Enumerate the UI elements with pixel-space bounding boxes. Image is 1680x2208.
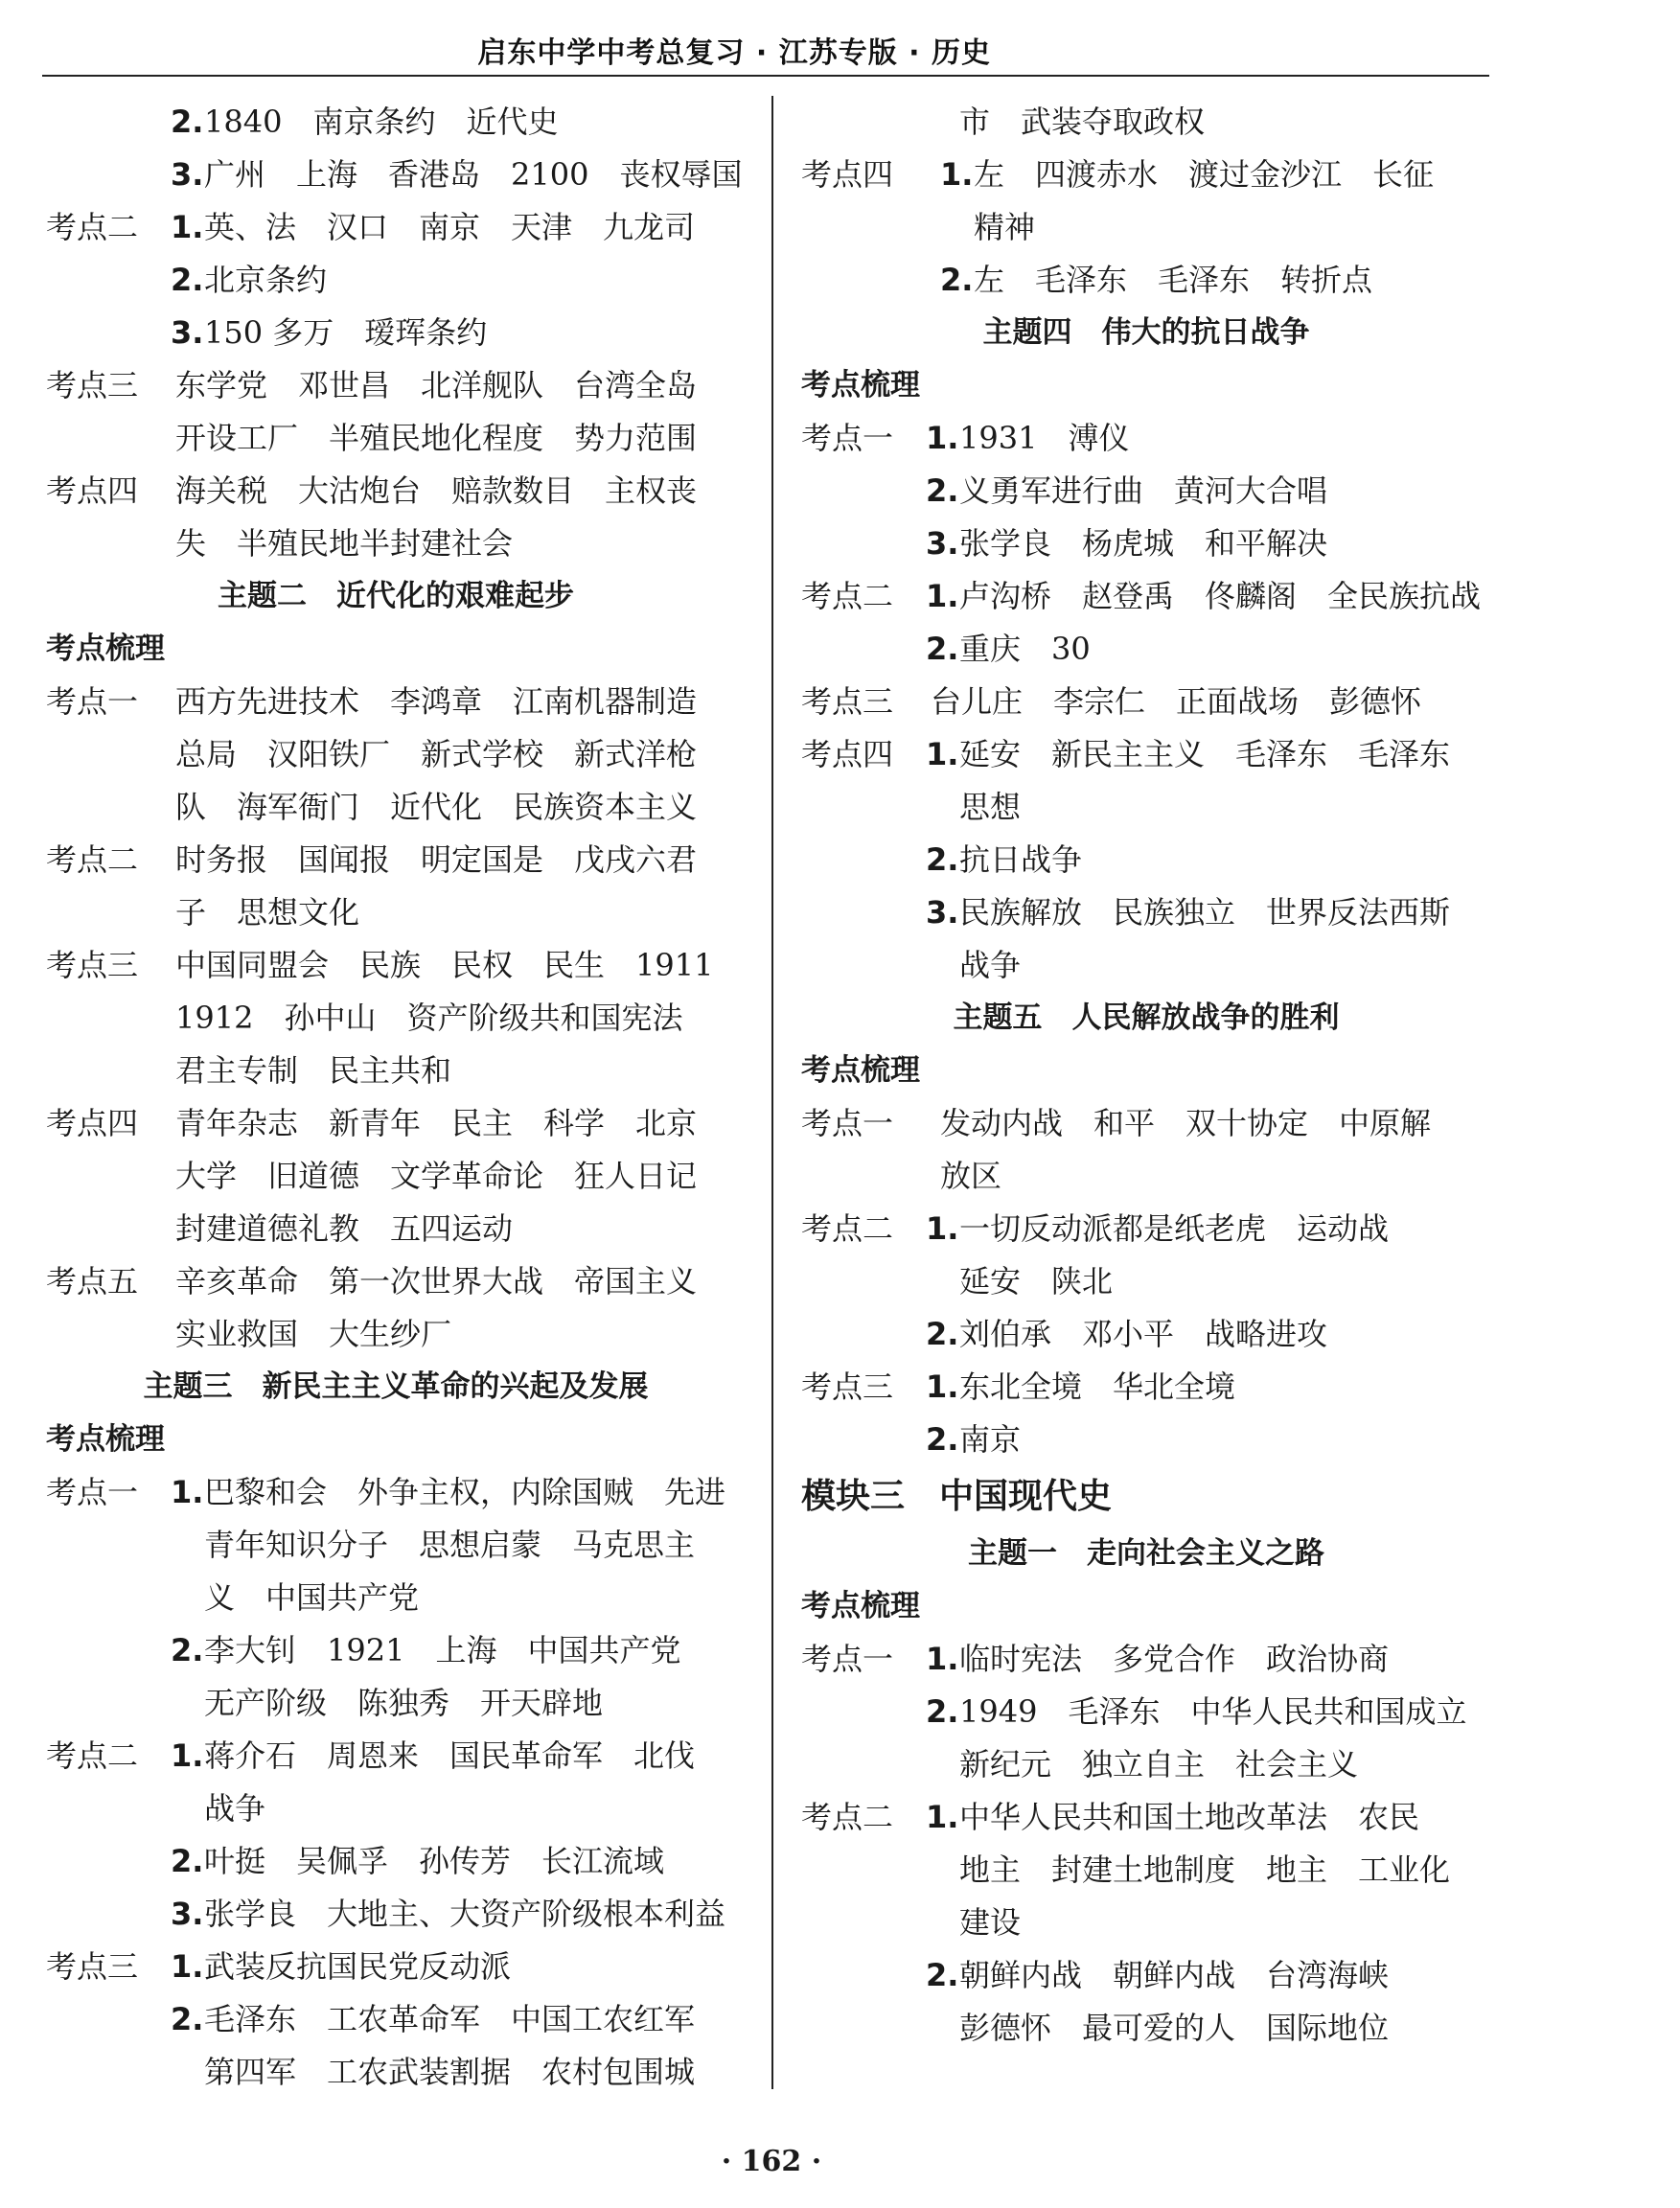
subsection-heading: 考点梳理 bbox=[801, 368, 920, 402]
list-item: 彭德怀 最可爱的人 国际地位 bbox=[959, 2010, 1390, 2046]
list-item: 考点一 1. 临时宪法 多党合作 政治协商 bbox=[801, 1641, 1390, 1677]
list-item: 考点二 1. 一切反动派都是纸老虎 运动战 bbox=[801, 1210, 1390, 1247]
list-item: 战争 bbox=[959, 947, 1022, 983]
list-item: 市 武装夺取政权 bbox=[959, 104, 1206, 140]
list-item: 2. 左 毛泽东 毛泽东 转折点 bbox=[940, 262, 1373, 298]
list-item: 第四军 工农武装割据 农村包围城 bbox=[204, 2054, 696, 2090]
list-item: 放区 bbox=[940, 1158, 1002, 1194]
list-item: 2. 南京 bbox=[926, 1421, 1022, 1458]
list-item: 考点二 1. 中华人民共和国土地改革法 农民 bbox=[801, 1799, 1420, 1835]
list-item: 3. 150 多万 瑷珲条约 bbox=[171, 314, 488, 351]
list-item: 考点三 东学党 邓世昌 北洋舰队 台湾全岛 bbox=[46, 367, 698, 403]
list-item: 2. 朝鲜内战 朝鲜内战 台湾海峡 bbox=[926, 1957, 1390, 1993]
list-item: 战争 bbox=[204, 1790, 266, 1827]
list-item: 3. 张学良 大地主、大资产阶级根本利益 bbox=[171, 1896, 726, 1932]
list-item: 队 海军衙门 近代化 民族资本主义 bbox=[175, 789, 698, 825]
section-heading: 主题三 新民主主义革命的兴起及发展 bbox=[143, 1369, 649, 1404]
list-item: 考点四 1. 左 四渡赤水 渡过金沙江 长征 bbox=[801, 156, 1435, 193]
subsection-heading: 考点梳理 bbox=[46, 1422, 165, 1457]
list-item: 建设 bbox=[959, 1904, 1022, 1941]
page-number: · 162 · bbox=[721, 2145, 822, 2178]
list-item: 无产阶级 陈独秀 开天辟地 bbox=[204, 1685, 604, 1721]
list-item: 考点二 1. 卢沟桥 赵登禹 佟麟阁 全民族抗战 bbox=[801, 578, 1482, 614]
list-item: 青年知识分子 思想启蒙 马克思主 bbox=[204, 1527, 696, 1563]
list-item: 考点一 西方先进技术 李鸿章 江南机器制造 bbox=[46, 683, 698, 720]
module-heading: 模块三 中国现代史 bbox=[801, 1477, 1113, 1516]
list-item: 1912 孙中山 资产阶级共和国宪法 bbox=[175, 1000, 683, 1036]
list-item: 考点四 1. 延安 新民主主义 毛泽东 毛泽东 bbox=[801, 736, 1451, 772]
list-item: 考点三 台儿庄 李宗仁 正面战场 彭德怀 bbox=[801, 683, 1422, 720]
right-column bbox=[801, 96, 1491, 2055]
subsection-heading: 考点梳理 bbox=[801, 1053, 920, 1088]
list-item: 开设工厂 半殖民地化程度 势力范围 bbox=[175, 420, 698, 456]
list-item: 地主 封建土地制度 地主 工业化 bbox=[959, 1852, 1451, 1888]
list-item: 2. 刘伯承 邓小平 战略进攻 bbox=[926, 1316, 1328, 1352]
page-header bbox=[42, 0, 1489, 77]
list-item: 3. 张学良 杨虎城 和平解决 bbox=[926, 525, 1328, 562]
list-item: 考点三 中国同盟会 民族 民权 民生 1911 bbox=[46, 947, 714, 983]
list-item: 实业救国 大生纱厂 bbox=[175, 1316, 452, 1352]
list-item: 子 思想文化 bbox=[175, 894, 360, 931]
list-item: 总局 汉阳铁厂 新式学校 新式洋枪 bbox=[175, 736, 698, 772]
section-heading: 主题二 近代化的艰难起步 bbox=[218, 579, 574, 613]
list-item: 3. 广州 上海 香港岛 2100 丧权辱国 bbox=[171, 156, 743, 193]
list-item: 2. 毛泽东 工农革命军 中国工农红军 bbox=[171, 2001, 696, 2037]
list-item: 义 中国共产党 bbox=[204, 1579, 420, 1616]
section-heading: 主题四 伟大的抗日战争 bbox=[982, 315, 1310, 350]
list-item: 2. 叶挺 吴佩孚 孙传芳 长江流域 bbox=[171, 1843, 665, 1879]
list-item: 考点四 海关税 大沽炮台 赔款数目 主权丧 bbox=[46, 472, 698, 509]
list-item: 考点一 发动内战 和平 双十协定 中原解 bbox=[801, 1105, 1432, 1141]
list-item: 新纪元 独立自主 社会主义 bbox=[959, 1746, 1359, 1782]
list-item: 考点四 青年杂志 新青年 民主 科学 北京 bbox=[46, 1105, 698, 1141]
list-item: 考点一 1. 1931 溥仪 bbox=[801, 420, 1130, 456]
list-item: 考点一 1. 巴黎和会 外争主权，内除国贼 先进 bbox=[46, 1474, 726, 1510]
list-item: 大学 旧道德 文学革命论 狂人日记 bbox=[175, 1158, 698, 1194]
list-item: 2. 义勇军进行曲 黄河大合唱 bbox=[926, 472, 1328, 509]
list-item: 考点二 时务报 国闻报 明定国是 戊戌六君 bbox=[46, 841, 698, 878]
section-heading: 主题五 人民解放战争的胜利 bbox=[953, 1000, 1340, 1035]
section-heading: 主题一 走向社会主义之路 bbox=[968, 1536, 1324, 1571]
list-item: 2. 重庆 30 bbox=[926, 631, 1091, 667]
list-item: 2. 1840 南京条约 近代史 bbox=[171, 104, 559, 140]
subsection-heading: 考点梳理 bbox=[46, 632, 165, 666]
header-title: 启东中学中考总复习 · 江苏专版 · 历史 bbox=[477, 36, 991, 70]
list-item: 考点三 1. 东北全境 华北全境 bbox=[801, 1368, 1236, 1405]
list-item: 封建道德礼教 五四运动 bbox=[175, 1210, 514, 1247]
list-item: 思想 bbox=[959, 789, 1022, 825]
list-item: 考点二 1. 蒋介石 周恩来 国民革命军 北伐 bbox=[46, 1737, 696, 1774]
list-item: 2. 1949 毛泽东 中华人民共和国成立 bbox=[926, 1693, 1467, 1730]
list-item: 2. 抗日战争 bbox=[926, 841, 1083, 878]
list-item: 精神 bbox=[974, 209, 1036, 245]
list-item: 考点三 1. 武装反抗国民党反动派 bbox=[46, 1948, 512, 1985]
list-item: 考点二 1. 英、法 汉口 南京 天津 九龙司 bbox=[46, 209, 696, 245]
list-item: 君主专制 民主共和 bbox=[175, 1052, 452, 1089]
list-item: 2. 北京条约 bbox=[171, 262, 328, 298]
subsection-heading: 考点梳理 bbox=[801, 1589, 920, 1623]
list-item: 失 半殖民地半封建社会 bbox=[175, 525, 514, 562]
list-item: 考点五 辛亥革命 第一次世界大战 帝国主义 bbox=[46, 1263, 698, 1300]
left-column bbox=[46, 96, 746, 2099]
list-item: 延安 陕北 bbox=[959, 1263, 1114, 1300]
list-item: 2. 李大钊 1921 上海 中国共产党 bbox=[171, 1632, 681, 1668]
column-divider bbox=[771, 96, 773, 2089]
list-item: 3. 民族解放 民族独立 世界反法西斯 bbox=[926, 894, 1451, 931]
